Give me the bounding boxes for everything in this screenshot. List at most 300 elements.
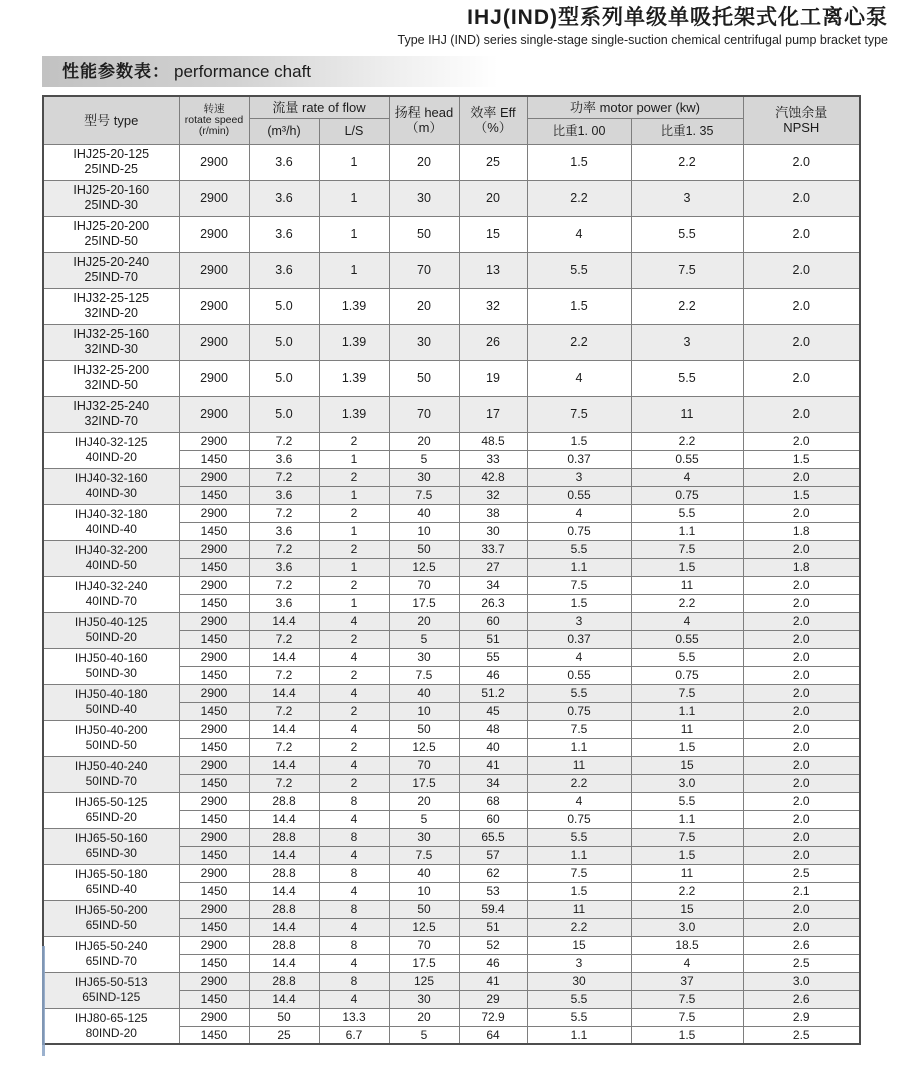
data-cell: 4: [631, 612, 743, 630]
col-header-npsh: [743, 96, 860, 144]
data-cell: 27: [459, 558, 527, 576]
data-cell: 14.4: [249, 684, 319, 702]
data-cell: 5: [389, 1026, 459, 1044]
data-cell: 5.0: [249, 324, 319, 360]
data-cell: 14.4: [249, 918, 319, 936]
data-cell: 2: [319, 702, 389, 720]
section-label-en: performance chaft: [174, 62, 312, 81]
table-row: [43, 792, 860, 810]
data-cell: 48.5: [459, 432, 527, 450]
table-row: [43, 396, 860, 432]
data-cell: 28.8: [249, 972, 319, 990]
data-cell: 2.5: [743, 1026, 860, 1044]
data-cell: 0.75: [631, 666, 743, 684]
data-cell: 30: [389, 180, 459, 216]
data-cell: 7.5: [631, 1008, 743, 1026]
data-cell: 1450: [179, 738, 249, 756]
data-cell: 53: [459, 882, 527, 900]
data-cell: 2900: [179, 396, 249, 432]
data-cell: 1.39: [319, 288, 389, 324]
data-cell: 1450: [179, 846, 249, 864]
data-cell: 51.2: [459, 684, 527, 702]
table-row: [43, 468, 860, 486]
data-cell: 30: [389, 324, 459, 360]
data-cell: 41: [459, 972, 527, 990]
table-header: [43, 96, 860, 144]
data-cell: 51: [459, 630, 527, 648]
data-cell: 8: [319, 792, 389, 810]
table-row: [43, 756, 860, 774]
data-cell: 2.0: [743, 504, 860, 522]
data-cell: 5.5: [527, 684, 631, 702]
data-cell: 4: [319, 882, 389, 900]
data-cell: 7.5: [631, 252, 743, 288]
data-cell: 26.3: [459, 594, 527, 612]
data-cell: 8: [319, 864, 389, 882]
data-cell: 1450: [179, 666, 249, 684]
data-cell: 2.0: [743, 144, 860, 180]
data-cell: 3.6: [249, 522, 319, 540]
col-header-eff-label: 效率 Eff: [470, 105, 516, 121]
data-cell: 30: [389, 990, 459, 1008]
data-cell: 28.8: [249, 900, 319, 918]
data-cell: 14.4: [249, 990, 319, 1008]
table-row: [43, 216, 860, 252]
data-cell: 11: [527, 900, 631, 918]
data-cell: 2900: [179, 648, 249, 666]
data-cell: 3.6: [249, 252, 319, 288]
data-cell: 1450: [179, 522, 249, 540]
data-cell: 2.0: [743, 594, 860, 612]
data-cell: 30: [389, 468, 459, 486]
model-cell: IHJ65-50-125 65IND-20: [43, 792, 179, 828]
data-cell: 3.6: [249, 450, 319, 468]
data-cell: 1.5: [743, 450, 860, 468]
data-cell: 2900: [179, 756, 249, 774]
table-row: [43, 324, 860, 360]
data-cell: 3: [527, 954, 631, 972]
model-cell: IHJ65-50-513 65IND-125: [43, 972, 179, 1008]
model-cell: IHJ80-65-125 80IND-20: [43, 1008, 179, 1044]
table-row: [43, 540, 860, 558]
data-cell: 1.1: [527, 1026, 631, 1044]
data-cell: 2.2: [631, 594, 743, 612]
data-cell: 59.4: [459, 900, 527, 918]
data-cell: 65.5: [459, 828, 527, 846]
data-cell: 2.0: [743, 720, 860, 738]
data-cell: 11: [631, 720, 743, 738]
data-cell: 17.5: [389, 774, 459, 792]
data-cell: 55: [459, 648, 527, 666]
col-header-eff-unit: （%）: [474, 120, 512, 136]
model-cell: IHJ25-20-200 25IND-50: [43, 216, 179, 252]
data-cell: 11: [631, 576, 743, 594]
data-cell: 1: [319, 180, 389, 216]
data-cell: 7.2: [249, 774, 319, 792]
data-cell: 30: [459, 522, 527, 540]
data-cell: 2.0: [743, 612, 860, 630]
data-cell: 1450: [179, 702, 249, 720]
data-cell: 50: [249, 1008, 319, 1026]
data-cell: 20: [389, 432, 459, 450]
data-cell: 1: [319, 450, 389, 468]
col-header-speed-cn: 转速: [203, 102, 225, 115]
table-row: [43, 252, 860, 288]
data-cell: 0.37: [527, 450, 631, 468]
data-cell: 1.8: [743, 522, 860, 540]
model-cell: IHJ50-40-160 50IND-30: [43, 648, 179, 684]
data-cell: 1.1: [631, 522, 743, 540]
data-cell: 20: [389, 1008, 459, 1026]
data-cell: 2.1: [743, 882, 860, 900]
table-row: [43, 936, 860, 954]
model-cell: IHJ65-50-240 65IND-70: [43, 936, 179, 972]
data-cell: 1450: [179, 450, 249, 468]
table-body: [43, 144, 860, 1044]
col-header-head-label: 扬程 head: [394, 105, 454, 121]
data-cell: 2900: [179, 504, 249, 522]
col-header-speed-unit: (r/min): [198, 124, 230, 137]
data-cell: 0.55: [631, 450, 743, 468]
data-cell: 2.0: [743, 630, 860, 648]
data-cell: 2.0: [743, 576, 860, 594]
data-cell: 6.7: [319, 1026, 389, 1044]
data-cell: 10: [389, 522, 459, 540]
data-cell: 2.0: [743, 540, 860, 558]
data-cell: 2900: [179, 180, 249, 216]
data-cell: 13.3: [319, 1008, 389, 1026]
data-cell: 62: [459, 864, 527, 882]
model-cell: IHJ50-40-200 50IND-50: [43, 720, 179, 756]
data-cell: 0.55: [631, 630, 743, 648]
model-cell: IHJ65-50-200 65IND-50: [43, 900, 179, 936]
data-cell: 1: [319, 216, 389, 252]
data-cell: 2.2: [527, 180, 631, 216]
data-cell: 14.4: [249, 846, 319, 864]
data-cell: 15: [631, 900, 743, 918]
data-cell: 17.5: [389, 594, 459, 612]
data-cell: 20: [389, 144, 459, 180]
data-cell: 1.5: [527, 432, 631, 450]
data-cell: 18.5: [631, 936, 743, 954]
data-cell: 0.75: [527, 702, 631, 720]
data-cell: 1450: [179, 882, 249, 900]
data-cell: 7.2: [249, 468, 319, 486]
data-cell: 29: [459, 990, 527, 1008]
data-cell: 1: [319, 594, 389, 612]
data-cell: 1450: [179, 1026, 249, 1044]
data-cell: 2: [319, 774, 389, 792]
col-header-type: 型号 type: [43, 96, 179, 144]
data-cell: 2900: [179, 792, 249, 810]
data-cell: 25: [459, 144, 527, 180]
data-cell: 15: [631, 756, 743, 774]
table-row: [43, 432, 860, 450]
data-cell: 2.0: [743, 738, 860, 756]
data-cell: 34: [459, 774, 527, 792]
data-cell: 4: [527, 792, 631, 810]
data-cell: 46: [459, 666, 527, 684]
data-cell: 2: [319, 738, 389, 756]
table-row: [43, 612, 860, 630]
data-cell: 1450: [179, 990, 249, 1008]
table-row: [43, 576, 860, 594]
page-title: IHJ(IND)型系列单级单吸托架式化工离心泵: [467, 6, 888, 29]
data-cell: 1.1: [631, 810, 743, 828]
data-cell: 7.2: [249, 630, 319, 648]
data-cell: 5.5: [631, 216, 743, 252]
data-cell: 5.0: [249, 288, 319, 324]
data-cell: 4: [631, 468, 743, 486]
data-cell: 4: [319, 954, 389, 972]
data-cell: 14.4: [249, 810, 319, 828]
table-row: [43, 648, 860, 666]
data-cell: 4: [527, 216, 631, 252]
data-cell: 1.5: [743, 486, 860, 504]
data-cell: 38: [459, 504, 527, 522]
data-cell: 2.0: [743, 648, 860, 666]
data-cell: 5.5: [527, 990, 631, 1008]
model-cell: IHJ40-32-200 40IND-50: [43, 540, 179, 576]
data-cell: 5: [389, 810, 459, 828]
data-cell: 34: [459, 576, 527, 594]
data-cell: 1450: [179, 594, 249, 612]
data-cell: 7.2: [249, 540, 319, 558]
data-cell: 3.0: [631, 918, 743, 936]
data-cell: 14.4: [249, 720, 319, 738]
data-cell: 2.6: [743, 936, 860, 954]
model-cell: IHJ32-25-200 32IND-50: [43, 360, 179, 396]
data-cell: 11: [527, 756, 631, 774]
data-cell: 42.8: [459, 468, 527, 486]
data-cell: 2.9: [743, 1008, 860, 1026]
data-cell: 2.0: [743, 360, 860, 396]
data-cell: 12.5: [389, 558, 459, 576]
data-cell: 1.5: [631, 558, 743, 576]
col-header-flow-m3h: (m³/h): [249, 118, 319, 144]
data-cell: 2.0: [743, 810, 860, 828]
col-header-eff: [459, 96, 527, 144]
col-header-npsh-en: NPSH: [783, 120, 820, 136]
data-cell: 2900: [179, 432, 249, 450]
data-cell: 1450: [179, 918, 249, 936]
table-row: [43, 828, 860, 846]
data-cell: 41: [459, 756, 527, 774]
table-row: [43, 144, 860, 180]
data-cell: 2900: [179, 936, 249, 954]
data-cell: 11: [631, 864, 743, 882]
data-cell: 1.39: [319, 324, 389, 360]
data-cell: 14.4: [249, 612, 319, 630]
data-cell: 2900: [179, 612, 249, 630]
data-cell: 17: [459, 396, 527, 432]
data-cell: 70: [389, 576, 459, 594]
data-cell: 33: [459, 450, 527, 468]
data-cell: 14.4: [249, 954, 319, 972]
data-cell: 1450: [179, 558, 249, 576]
data-cell: 7.2: [249, 702, 319, 720]
data-cell: 5.5: [527, 540, 631, 558]
data-cell: 4: [319, 648, 389, 666]
data-cell: 2900: [179, 1008, 249, 1026]
data-cell: 2.0: [743, 828, 860, 846]
data-cell: 11: [631, 396, 743, 432]
data-cell: 3: [527, 468, 631, 486]
data-cell: 4: [319, 720, 389, 738]
model-cell: IHJ25-20-160 25IND-30: [43, 180, 179, 216]
col-header-flow-ls: L/S: [319, 118, 389, 144]
data-cell: 12.5: [389, 918, 459, 936]
data-cell: 7.5: [631, 684, 743, 702]
data-cell: 50: [389, 540, 459, 558]
data-cell: 1450: [179, 486, 249, 504]
col-header-power: 功率 motor power (kw): [527, 96, 743, 118]
data-cell: 2.0: [743, 774, 860, 792]
data-cell: 3.6: [249, 486, 319, 504]
data-cell: 3.6: [249, 180, 319, 216]
data-cell: 70: [389, 252, 459, 288]
data-cell: 8: [319, 900, 389, 918]
data-cell: 50: [389, 216, 459, 252]
data-cell: 2.0: [743, 846, 860, 864]
data-cell: 7.2: [249, 666, 319, 684]
data-cell: 40: [389, 684, 459, 702]
data-cell: 4: [527, 504, 631, 522]
data-cell: 20: [389, 288, 459, 324]
data-cell: 1.5: [527, 594, 631, 612]
data-cell: 64: [459, 1026, 527, 1044]
data-cell: 5.5: [631, 504, 743, 522]
data-cell: 1.1: [527, 738, 631, 756]
data-cell: 2: [319, 432, 389, 450]
data-cell: 19: [459, 360, 527, 396]
data-cell: 10: [389, 882, 459, 900]
data-cell: 5.5: [631, 648, 743, 666]
data-cell: 14.4: [249, 648, 319, 666]
data-cell: 48: [459, 720, 527, 738]
data-cell: 4: [319, 684, 389, 702]
data-cell: 7.2: [249, 504, 319, 522]
data-cell: 2900: [179, 540, 249, 558]
data-cell: 30: [527, 972, 631, 990]
col-header-speed-en: rotate speed: [184, 113, 244, 126]
data-cell: 7.2: [249, 738, 319, 756]
data-cell: 4: [319, 612, 389, 630]
data-cell: 2.0: [743, 756, 860, 774]
data-cell: 3: [631, 180, 743, 216]
data-cell: 60: [459, 810, 527, 828]
data-cell: 2.0: [743, 288, 860, 324]
data-cell: 1.5: [631, 738, 743, 756]
data-cell: 72.9: [459, 1008, 527, 1026]
data-cell: 2.0: [743, 252, 860, 288]
data-cell: 2.0: [743, 684, 860, 702]
data-cell: 2900: [179, 288, 249, 324]
data-cell: 1: [319, 522, 389, 540]
section-header-bar: [42, 56, 522, 87]
data-cell: 20: [459, 180, 527, 216]
data-cell: 3.0: [743, 972, 860, 990]
data-cell: 1.8: [743, 558, 860, 576]
data-cell: 5.5: [631, 792, 743, 810]
data-cell: 2900: [179, 360, 249, 396]
model-cell: IHJ50-40-180 50IND-40: [43, 684, 179, 720]
data-cell: 3.6: [249, 594, 319, 612]
data-cell: 125: [389, 972, 459, 990]
data-cell: 1: [319, 252, 389, 288]
data-cell: 20: [389, 612, 459, 630]
data-cell: 2.5: [743, 954, 860, 972]
data-cell: 25: [249, 1026, 319, 1044]
data-cell: 14.4: [249, 882, 319, 900]
data-cell: 7.5: [527, 396, 631, 432]
section-label-cn: 性能参数表：: [62, 62, 170, 81]
data-cell: 2: [319, 540, 389, 558]
data-cell: 2.5: [743, 864, 860, 882]
data-cell: 1450: [179, 810, 249, 828]
data-cell: 1.1: [527, 558, 631, 576]
data-cell: 51: [459, 918, 527, 936]
data-cell: 2.2: [527, 774, 631, 792]
data-cell: 2900: [179, 864, 249, 882]
data-cell: 17.5: [389, 954, 459, 972]
data-cell: 68: [459, 792, 527, 810]
data-cell: 0.55: [527, 666, 631, 684]
data-cell: 2.0: [743, 324, 860, 360]
data-cell: 70: [389, 936, 459, 954]
col-header-head-unit: （m）: [405, 120, 443, 136]
data-cell: 0.75: [631, 486, 743, 504]
data-cell: 2: [319, 576, 389, 594]
data-cell: 1: [319, 486, 389, 504]
data-cell: 7.5: [631, 540, 743, 558]
data-cell: 2.2: [631, 288, 743, 324]
data-cell: 4: [319, 756, 389, 774]
data-cell: 20: [389, 792, 459, 810]
data-cell: 1.5: [527, 288, 631, 324]
data-cell: 2.0: [743, 180, 860, 216]
performance-table: [42, 95, 861, 1045]
data-cell: 3.6: [249, 144, 319, 180]
data-cell: 7.5: [389, 846, 459, 864]
data-cell: 7.5: [389, 666, 459, 684]
data-cell: 5.5: [631, 360, 743, 396]
data-cell: 32: [459, 486, 527, 504]
data-cell: 2900: [179, 900, 249, 918]
data-cell: 7.2: [249, 576, 319, 594]
data-cell: 4: [527, 360, 631, 396]
data-cell: 0.75: [527, 810, 631, 828]
data-cell: 2: [319, 666, 389, 684]
model-cell: IHJ50-40-240 50IND-70: [43, 756, 179, 792]
data-cell: 1.5: [527, 882, 631, 900]
data-cell: 2: [319, 630, 389, 648]
data-cell: 2900: [179, 144, 249, 180]
data-cell: 5: [389, 450, 459, 468]
data-cell: 2.0: [743, 900, 860, 918]
data-cell: 30: [389, 828, 459, 846]
data-cell: 2.2: [527, 324, 631, 360]
data-cell: 7.5: [527, 720, 631, 738]
data-cell: 1.39: [319, 360, 389, 396]
data-cell: 2.2: [631, 882, 743, 900]
data-cell: 5.0: [249, 360, 319, 396]
data-cell: 5.5: [527, 1008, 631, 1026]
data-cell: 12.5: [389, 738, 459, 756]
table-row: [43, 504, 860, 522]
data-cell: 7.5: [631, 990, 743, 1008]
data-cell: 30: [389, 648, 459, 666]
